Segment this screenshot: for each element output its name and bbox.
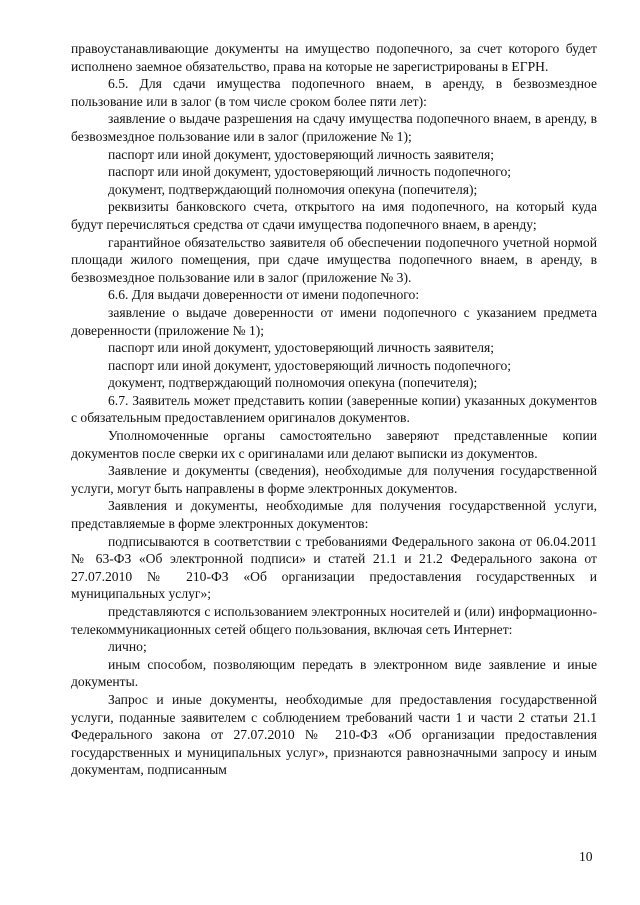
paragraph-authorities-certify: Уполномоченные органы самостоятельно заверяют представленные копии документов после сверки их с оригиналами или делают выписки из документов. bbox=[71, 428, 597, 461]
page-number: 10 bbox=[579, 849, 593, 864]
paragraph-signed-per-law: подписываются в соответствии с требованиями Федерального закона от 06.04.2011 № 63-ФЗ «Об электронной подписи» и статей 21.1 и 21.2 Федерального закона от 27.07.2010 № 210-ФЗ «Об организации предоставления государственных и муниципальных услуг»; bbox=[71, 533, 597, 602]
paragraph-request-equivalence: Запрос и иные документы, необходимые для предоставления государственной услуги, поданные заявителем с соблюдением требований части 1 и части 2 статьи 21.1 Федерального закона от 27.07.2010 № 210-ФЗ «Об организации предоставления государственных и муниципальных услуг», признаются равнозначными запросу и иным документам, подписанным bbox=[71, 691, 597, 778]
paragraph-in-person: лично; bbox=[108, 639, 147, 655]
paragraph-power-of-attorney-application: заявление о выдаче доверенности от имени подопечного с указанием предмета доверенности (приложение № 1); bbox=[71, 304, 597, 338]
paragraph-electronic-submission: Заявление и документы (сведения), необходимые для получения государственной услуги, могут быть направлены в форме электронных документов. bbox=[71, 463, 597, 496]
document-page-body bbox=[71, 40, 597, 779]
paragraph-guarantee-obligation: гарантийное обязательство заявителя об обеспечении подопечного учетной нормой площади жилого помещения, при сдаче имущества подопечного внаем, в аренду, в безвозмездное пользование или в залог (приложение № 3). bbox=[71, 234, 597, 285]
paragraph-guardian-authority: документ, подтверждающий полномочия опекуна (попечителя); bbox=[108, 181, 478, 197]
paragraph-submitted-via-networks: представляются с использованием электронных носителей и (или) информационно-телекоммуникационных сетей общего пользования, включая сеть Интернет: bbox=[71, 604, 597, 637]
paragraph-bank-details: реквизиты банковского счета, открытого на имя подопечного, на который куда будут перечисляться средства от сдачи имущества подопечного внаем, в аренду; bbox=[71, 199, 597, 232]
paragraph-continuation: правоустанавливающие документы на имущество подопечного, за счет которого будет исполнено заемное обязательство, права на которые не зарегистрированы в ЕГРН. bbox=[71, 41, 597, 74]
paragraph-guardian-authority-2: документ, подтверждающий полномочия опекуна (попечителя); bbox=[108, 375, 478, 391]
paragraph-other-means: иным способом, позволяющим передать в электронном виде заявление и иные документы. bbox=[71, 656, 597, 690]
paragraph-6-5-heading: 6.5. Для сдачи имущества подопечного внаем, в аренду, в безвозмездное пользование или в залог (в том числе сроком более пяти лет): bbox=[71, 76, 597, 109]
paragraph-electronic-documents: Заявления и документы, необходимые для получения государственной услуги, представляемые в форме электронных документов: bbox=[71, 498, 597, 532]
paragraph-ward-passport-2: паспорт или иной документ, удостоверяющий личность подопечного; bbox=[108, 357, 512, 373]
paragraph-applicant-passport-2: паспорт или иной документ, удостоверяющий личность заявителя; bbox=[108, 340, 495, 356]
paragraph-ward-passport: паспорт или иной документ, удостоверяющий личность подопечного; bbox=[108, 164, 512, 180]
paragraph-6-6-heading: 6.6. Для выдачи доверенности от имени подопечного: bbox=[108, 287, 420, 303]
paragraph-6-7-copies: 6.7. Заявитель может представить копии (заверенные копии) указанных документов с обязательным предоставлением оригиналов документов. bbox=[71, 392, 597, 426]
paragraph-applicant-passport: паспорт или иной документ, удостоверяющий личность заявителя; bbox=[108, 146, 495, 162]
paragraph-lease-application: заявление о выдаче разрешения на сдачу имущества подопечного внаем, в аренду, в безвозмездное пользование или в залог (приложение № 1); bbox=[71, 111, 597, 144]
